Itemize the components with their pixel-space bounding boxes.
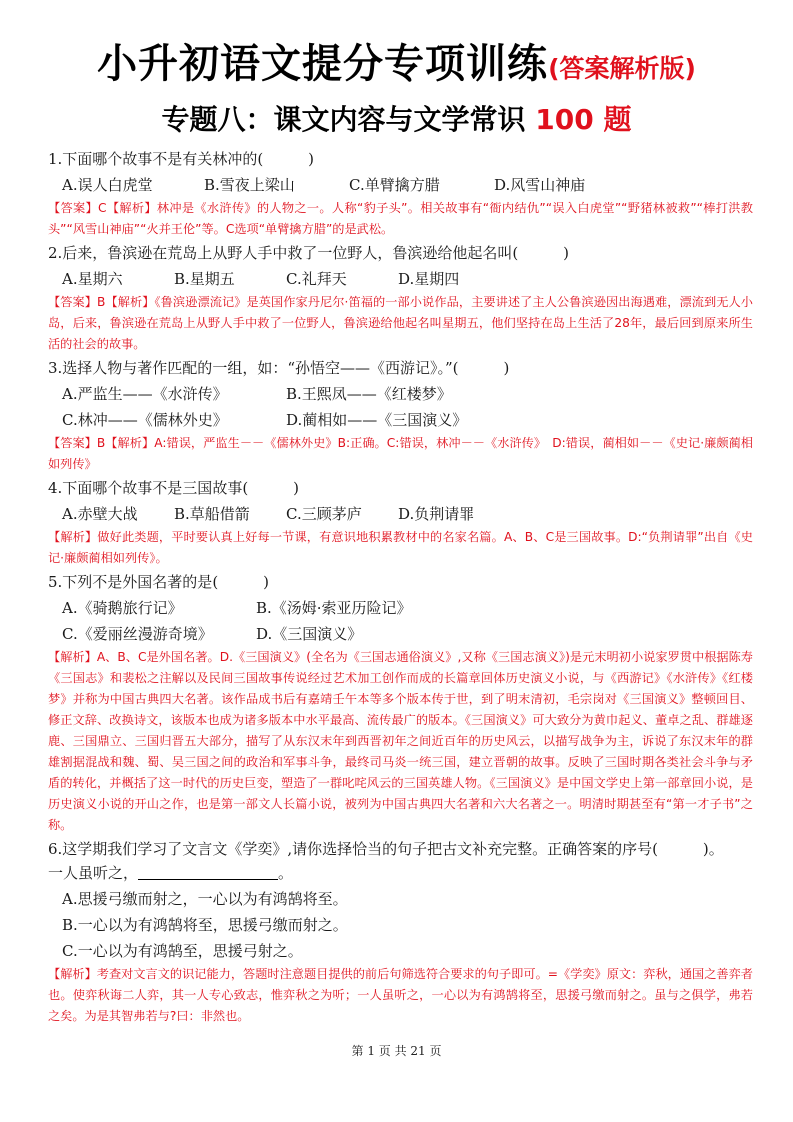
question-stem: 3.选择人物与著作匹配的一组，如：“孙悟空——《西游记》。”( ) (48, 359, 510, 377)
question-stem: 2.后来，鲁滨逊在荒岛上从野人手中救了一位野人，鲁滨逊给他起名叫( ) (48, 244, 570, 262)
option: C.三顾茅庐 (286, 505, 362, 523)
question-block (48, 477, 753, 569)
option: D.负荆请罪 (398, 505, 475, 523)
title-sub: (答案解析版) (548, 54, 696, 83)
option: B.草船借箭 (174, 505, 250, 523)
option: B.星期五 (174, 270, 235, 288)
question-block (48, 357, 753, 475)
option: C.礼拜天 (286, 270, 347, 288)
subtitle-count: 100 题 (535, 103, 632, 136)
option: C.《爱丽丝漫游奇境》 (62, 625, 213, 643)
question-stem-line (48, 862, 753, 884)
question-stem: 5.下列不是外国名著的是( ) (48, 573, 270, 591)
option: A.思援弓缴而射之，一心以为有鸿鹄将至。 (62, 890, 348, 908)
question-block (48, 571, 753, 836)
title-main: 小升初语文提分专项训练 (97, 41, 549, 87)
option: A.《骑鹅旅行记》 (62, 599, 183, 617)
option: D.风雪山神庙 (494, 176, 586, 194)
answer-explanation: 【解析】A、B、C是外国名著。D.《三国演义》(全名为《三国志通俗演义》,又称《三国志演义》)是元末明初小说家罗贯中根据陈寿《三国志》和裴松之注解以及民间三国故事传说经过艺术加工创作而成的长篇章回体历史演义小说，与《西游记》《水浒传》《红楼梦》并称为中国古典四大名著。该作品成书后有嘉靖壬午本等多个版本传于世，到了明末清初，毛宗岗对《三国演义》整顿回目、修正文辞、改换诗文，该版本也成为诸多版本中水平最高、流传最广的版本。《三国演义》可大致分为黄巾起义、董卓之乱、群雄逐鹿、三国鼎立、三国归晋五大部分，描写了从东汉末年到西晋初年之间近百年的历史风云，以描写战争为主，诉说了东汉末年的群雄割据混战和魏、蜀、吴三国之间的政治和军事斗争，最终司马炎一统三国，建立晋朝的故事。反映了三国时期各类社会斗争与矛盾的转化，并概括了这一时代的历史巨变，塑造了一群叱咤风云的三国英雄人物。《三国演义》是中国文学史上第一部章回小说，是历史演义小说的开山之作，也是第一部文人长篇小说，被列为中国古典四大名著和六大名著之一。明清时期甚至有“第一才子书”之称。 (48, 650, 753, 832)
option: D.《三国演义》 (256, 625, 363, 643)
answer-explanation: 【解析】考查对文言文的识记能力，答题时注意题目提供的前后句筛选符合要求的句子即可。=《学奕》原文：弈秋，通国之善弈者也。使弈秋诲二人弈，其一人专心致志，惟弈秋之为听；一人虽听之，一心以为有鸿鹄将至，思援弓缴而射之。虽与之俱学，弗若之矣。为是其智弗若与?曰：非然也。 (48, 967, 753, 1023)
option-row (62, 623, 753, 645)
stem-end: 。 (278, 864, 294, 882)
answer-explanation: 【解析】做好此类题，平时要认真上好每一节课，有意识地积累教材中的名家名篇。A、B、C是三国故事。D:“负荆请罪”出自《史记·廉颇蔺相如列传》。 (48, 530, 753, 565)
option-row (62, 383, 753, 405)
option-row (62, 503, 753, 525)
question-list (48, 146, 753, 1029)
answer-explanation: 【答案】B【解析】《鲁滨逊漂流记》是英国作家丹尼尔·笛福的一部小说作品，主要讲述了主人公鲁滨逊因出海遇难，漂流到无人小岛，后来，鲁滨逊在荒岛上从野人手中救了一位野人，鲁滨逊给他起名叫星期五，他们坚持在岛上生活了28年，最后回到原来所生活的社会的故事。 (48, 295, 753, 351)
option: B.王熙凤——《红楼梦》 (286, 385, 452, 403)
question-stem: 6.这学期我们学习了文言文《学奕》,请你选择恰当的句子把古文补充完整。正确答案的序号( )。 (48, 840, 724, 858)
option-row (62, 409, 753, 431)
answer-explanation: 【答案】B【解析】A:错误，严监生－－《儒林外史》B:正确。C:错误，林冲－－《水浒传》 D:错误，蔺相如－－《史记·廉颇蔺相如列传》 (48, 436, 753, 471)
question-block (48, 838, 753, 1027)
question-block (48, 148, 753, 240)
option-row (62, 597, 753, 619)
option: C.一心以为有鸿鹄至，思援弓射之。 (62, 942, 303, 960)
option: D.蔺相如——《三国演义》 (286, 411, 468, 429)
option: C.林冲——《儒林外史》 (62, 411, 228, 429)
option: B.一心以为有鸿鹄将至，思援弓缴而射之。 (62, 916, 348, 934)
option: C.单臂擒方腊 (349, 176, 440, 194)
option: A.严监生——《水浒传》 (62, 385, 228, 403)
option: A.赤壁大战 (62, 505, 138, 523)
page-subtitle (0, 103, 793, 136)
question-stem: 1.下面哪个故事不是有关林冲的( ) (48, 150, 315, 168)
option: A.星期六 (62, 270, 123, 288)
option: B.《汤姆·索亚历险记》 (256, 599, 412, 617)
option-row (62, 174, 753, 196)
answer-explanation: 【答案】C【解析】林冲是《水浒传》的人物之一。人称“豹子头”。相关故事有“衙内结仇”“误入白虎堂”“野猪林被救”“棒打洪教头”“风雪山神庙”“火并王伦”等。C选项“单臂擒方腊”的是武松。 (48, 201, 753, 236)
subtitle-text: 专题八：课文内容与文学常识 (161, 103, 526, 136)
stem-lead: 一人虽听之， (48, 864, 139, 882)
option: A.误人白虎堂 (62, 176, 153, 194)
page-title (0, 41, 793, 87)
question-block (48, 242, 753, 355)
question-stem: 4.下面哪个故事不是三国故事( ) (48, 479, 300, 497)
option: D.星期四 (398, 270, 460, 288)
answer-blank (138, 865, 278, 880)
option-row (62, 268, 753, 290)
option: B.雪夜上梁山 (204, 176, 295, 194)
page-number: 第 1 页 共 21 页 (351, 1044, 442, 1058)
